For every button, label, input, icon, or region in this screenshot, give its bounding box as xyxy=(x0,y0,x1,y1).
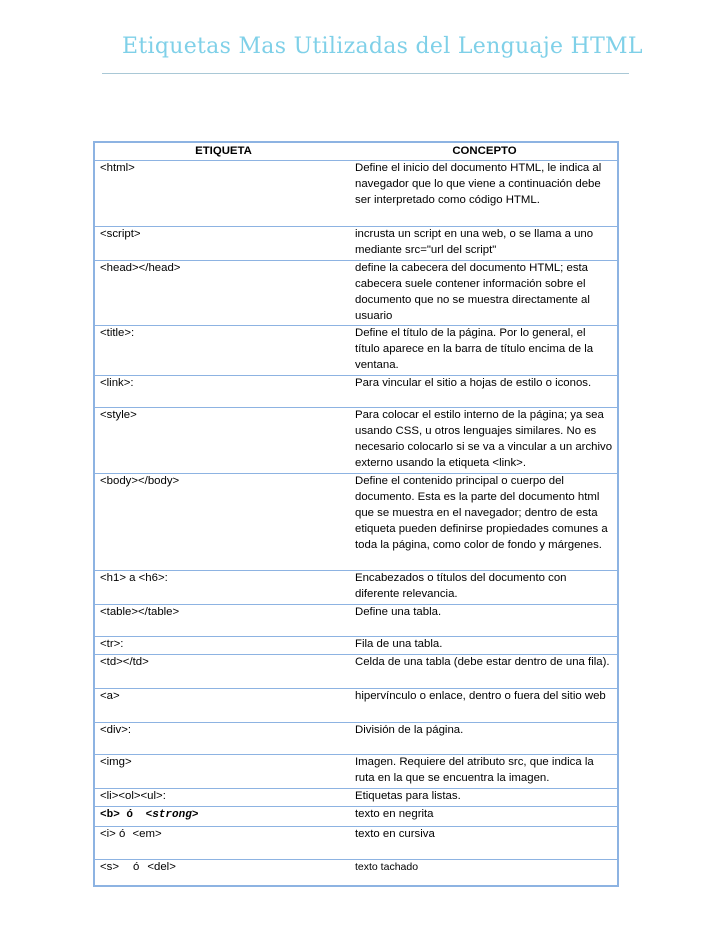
row-tag xyxy=(94,826,351,859)
row-concept: define la cabecera del documento HTML; esta cabecera suele contener información sobre el documento que no se muestra directamente al usuario xyxy=(351,260,618,325)
row-concept: Para vincular el sitio a hojas de estilo o iconos. xyxy=(351,375,618,407)
row-concept: hipervínculo o enlace, dentro o fuera del sitio web xyxy=(351,688,618,722)
row-concept: texto en negrita xyxy=(351,806,618,826)
row-tag: <head></head> xyxy=(94,260,351,325)
table-row xyxy=(94,325,618,375)
tags-table xyxy=(93,141,619,887)
row-concept: Define una tabla. xyxy=(351,604,618,636)
row-concept: texto tachado xyxy=(351,859,618,886)
table-row xyxy=(94,160,618,226)
tag-del: <del> xyxy=(147,860,176,873)
row-tag: <h1> a <h6>: xyxy=(94,570,351,604)
table-row xyxy=(94,407,618,473)
header-etiqueta: ETIQUETA xyxy=(94,142,351,160)
tag-em: <em> xyxy=(132,827,162,840)
table-row xyxy=(94,722,618,754)
row-tag: <script> xyxy=(94,226,351,260)
table-row xyxy=(94,226,618,260)
table-row xyxy=(94,604,618,636)
row-tag xyxy=(94,859,351,886)
row-tag: <body></body> xyxy=(94,473,351,570)
row-tag: <a> xyxy=(94,688,351,722)
table-row xyxy=(94,826,618,859)
row-tag: <div>: xyxy=(94,722,351,754)
row-concept: Celda de una tabla (debe estar dentro de una fila). xyxy=(351,654,618,688)
page-title: Etiquetas Mas Utilizadas del Lenguaje HTML xyxy=(122,34,643,59)
table-row xyxy=(94,636,618,654)
table-row xyxy=(94,859,618,886)
table-header-row xyxy=(94,142,618,160)
table-row xyxy=(94,260,618,325)
row-tag: <html> xyxy=(94,160,351,226)
row-concept: Define el contenido principal o cuerpo del documento. Esta es la parte del documento html que se muestra en el navegador; dentro de esta etiqueta pueden definirse propiedades comunes a toda la página, como color de fondo y márgenes. xyxy=(351,473,618,570)
row-concept: Define el inicio del documento HTML, le indica al navegador que lo que viene a continuación debe ser interpretado como código HTML. xyxy=(351,160,618,226)
row-concept: Etiquetas para listas. xyxy=(351,788,618,806)
title-underline xyxy=(102,73,629,74)
row-tag: <link>: xyxy=(94,375,351,407)
table-row xyxy=(94,806,618,826)
table-row xyxy=(94,754,618,788)
row-tag xyxy=(94,806,351,826)
row-concept: División de la página. xyxy=(351,722,618,754)
table-row xyxy=(94,375,618,407)
row-tag: <title>: xyxy=(94,325,351,375)
row-tag: <li><ol><ul>: xyxy=(94,788,351,806)
table-row xyxy=(94,788,618,806)
row-concept: texto en cursiva xyxy=(351,826,618,859)
tag-strike: <s> xyxy=(100,860,119,873)
row-concept: Imagen. Requiere del atributo src, que indica la ruta en la que se encuentra la imagen. xyxy=(351,754,618,788)
header-concepto: CONCEPTO xyxy=(351,142,618,160)
table-row xyxy=(94,473,618,570)
tag-separator: ó xyxy=(119,808,140,821)
row-tag: <tr>: xyxy=(94,636,351,654)
row-concept: Fila de una tabla. xyxy=(351,636,618,654)
row-tag: <img> xyxy=(94,754,351,788)
row-concept: Para colocar el estilo interno de la página; ya sea usando CSS, u otros lenguajes similares. No es necesario colocarlo si se va a vincular a un archivo externo usando la etiqueta <link>. xyxy=(351,407,618,473)
table-row xyxy=(94,688,618,722)
table-row xyxy=(94,654,618,688)
row-concept: Define el título de la página. Por lo general, el título aparece en la barra de título encima de la ventana. xyxy=(351,325,618,375)
row-tag: <td></td> xyxy=(94,654,351,688)
tag-separator: ó xyxy=(133,860,140,873)
row-tag: <table></table> xyxy=(94,604,351,636)
row-tag: <style> xyxy=(94,407,351,473)
row-concept: Encabezados o títulos del documento con diferente relevancia. xyxy=(351,570,618,604)
row-concept: incrusta un script en una web, o se llama a uno mediante src="url del script" xyxy=(351,226,618,260)
tag-strong: <strong> xyxy=(145,808,199,821)
table-row xyxy=(94,570,618,604)
tag-bold: <b> xyxy=(100,808,120,821)
tag-italic: <i> ó xyxy=(100,827,129,840)
